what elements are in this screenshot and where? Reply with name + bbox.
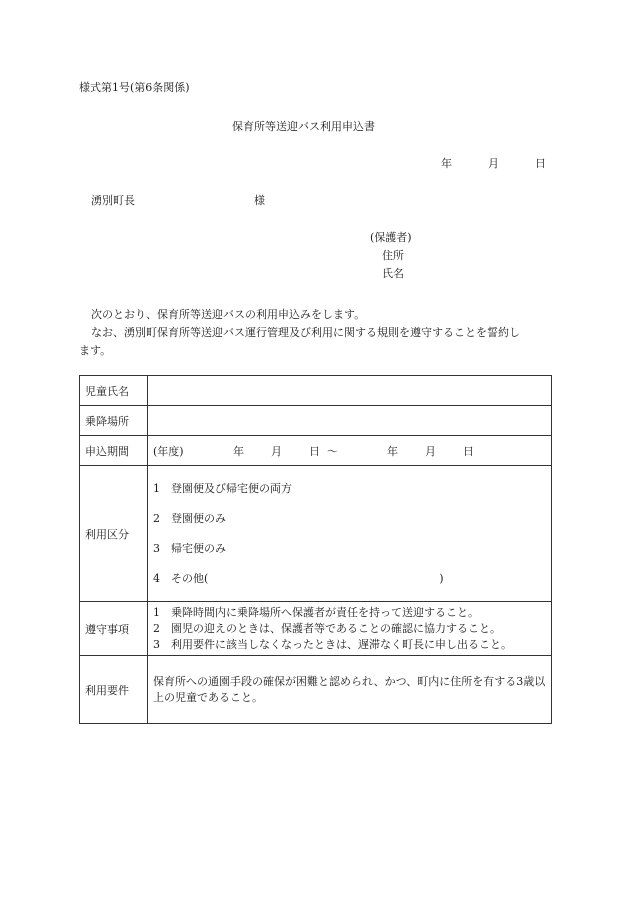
requirement-text: 保育所への通園手段の確保が困難と認められ、かつ、町内に住所を有する3歳以上の児童であること。 bbox=[153, 674, 546, 704]
table-row-period bbox=[80, 436, 552, 466]
table-row-requirement bbox=[80, 656, 552, 724]
date-day-label: 日 bbox=[535, 157, 546, 170]
intro-line-2: なお、湧別町保育所等送迎バス運行管理及び利用に関する規則を遵守することを誓約し bbox=[91, 326, 520, 339]
table-row-usage bbox=[80, 466, 552, 602]
period-fiscal: (年度) bbox=[153, 444, 184, 458]
intro-statement bbox=[79, 306, 559, 360]
requirement-label: 利用要件 bbox=[80, 656, 148, 724]
period-year-2: 年 bbox=[387, 444, 398, 458]
stop-label: 乗降場所 bbox=[80, 406, 148, 436]
usage-option-pickup[interactable]: 2 登園便のみ bbox=[153, 511, 226, 525]
rule-item: 3 利用要件に該当しなくなったときは、遅滞なく町長に申し出ること。 bbox=[153, 637, 512, 651]
intro-line-3: ます。 bbox=[79, 344, 112, 357]
child-name-label: 児童氏名 bbox=[80, 376, 148, 406]
stop-field[interactable] bbox=[148, 406, 552, 436]
date-month-label: 月 bbox=[488, 157, 499, 170]
date-year-label: 年 bbox=[441, 157, 452, 170]
rules-list bbox=[148, 602, 552, 656]
intro-line-1: 次のとおり、保育所等送迎バスの利用申込みをします。 bbox=[91, 308, 366, 321]
table-row-rules bbox=[80, 602, 552, 656]
usage-option-both[interactable]: 1 登園便及び帰宅便の両方 bbox=[153, 481, 292, 495]
applicant-role: (保護者) bbox=[370, 231, 412, 244]
period-field[interactable] bbox=[148, 436, 552, 466]
application-table bbox=[79, 375, 552, 724]
period-tilde: 〜 bbox=[327, 444, 338, 458]
form-title: 保育所等送迎バス利用申込書 bbox=[232, 120, 375, 133]
usage-label: 利用区分 bbox=[80, 466, 148, 602]
requirement-cell bbox=[148, 656, 552, 724]
table-row-child-name bbox=[80, 376, 552, 406]
rule-item: 2 園児の迎えのときは、保護者等であることの確認に協力すること。 bbox=[153, 621, 501, 635]
child-name-field[interactable] bbox=[148, 376, 552, 406]
rule-item: 1 乗降時間内に乗降場所へ保護者が責任を持って送迎すること。 bbox=[153, 605, 479, 619]
period-day-2: 日 bbox=[463, 444, 474, 458]
period-label: 申込期間 bbox=[80, 436, 148, 466]
usage-option-return[interactable]: 3 帰宅便のみ bbox=[153, 541, 226, 555]
form-number: 様式第1号(第6条関係) bbox=[79, 81, 190, 94]
period-year-1: 年 bbox=[233, 444, 244, 458]
table-row-stop bbox=[80, 406, 552, 436]
rules-label: 遵守事項 bbox=[80, 602, 148, 656]
applicant-name-label: 氏名 bbox=[382, 267, 404, 280]
period-month-1: 月 bbox=[271, 444, 282, 458]
period-day-1: 日 bbox=[309, 444, 320, 458]
applicant-address-label: 住所 bbox=[382, 249, 404, 262]
usage-options bbox=[148, 466, 552, 602]
addressee-name: 湧別町長 bbox=[91, 194, 135, 207]
period-month-2: 月 bbox=[425, 444, 436, 458]
usage-option-other[interactable]: 4 その他( ) bbox=[153, 571, 444, 585]
addressee-honorific: 様 bbox=[254, 194, 265, 207]
